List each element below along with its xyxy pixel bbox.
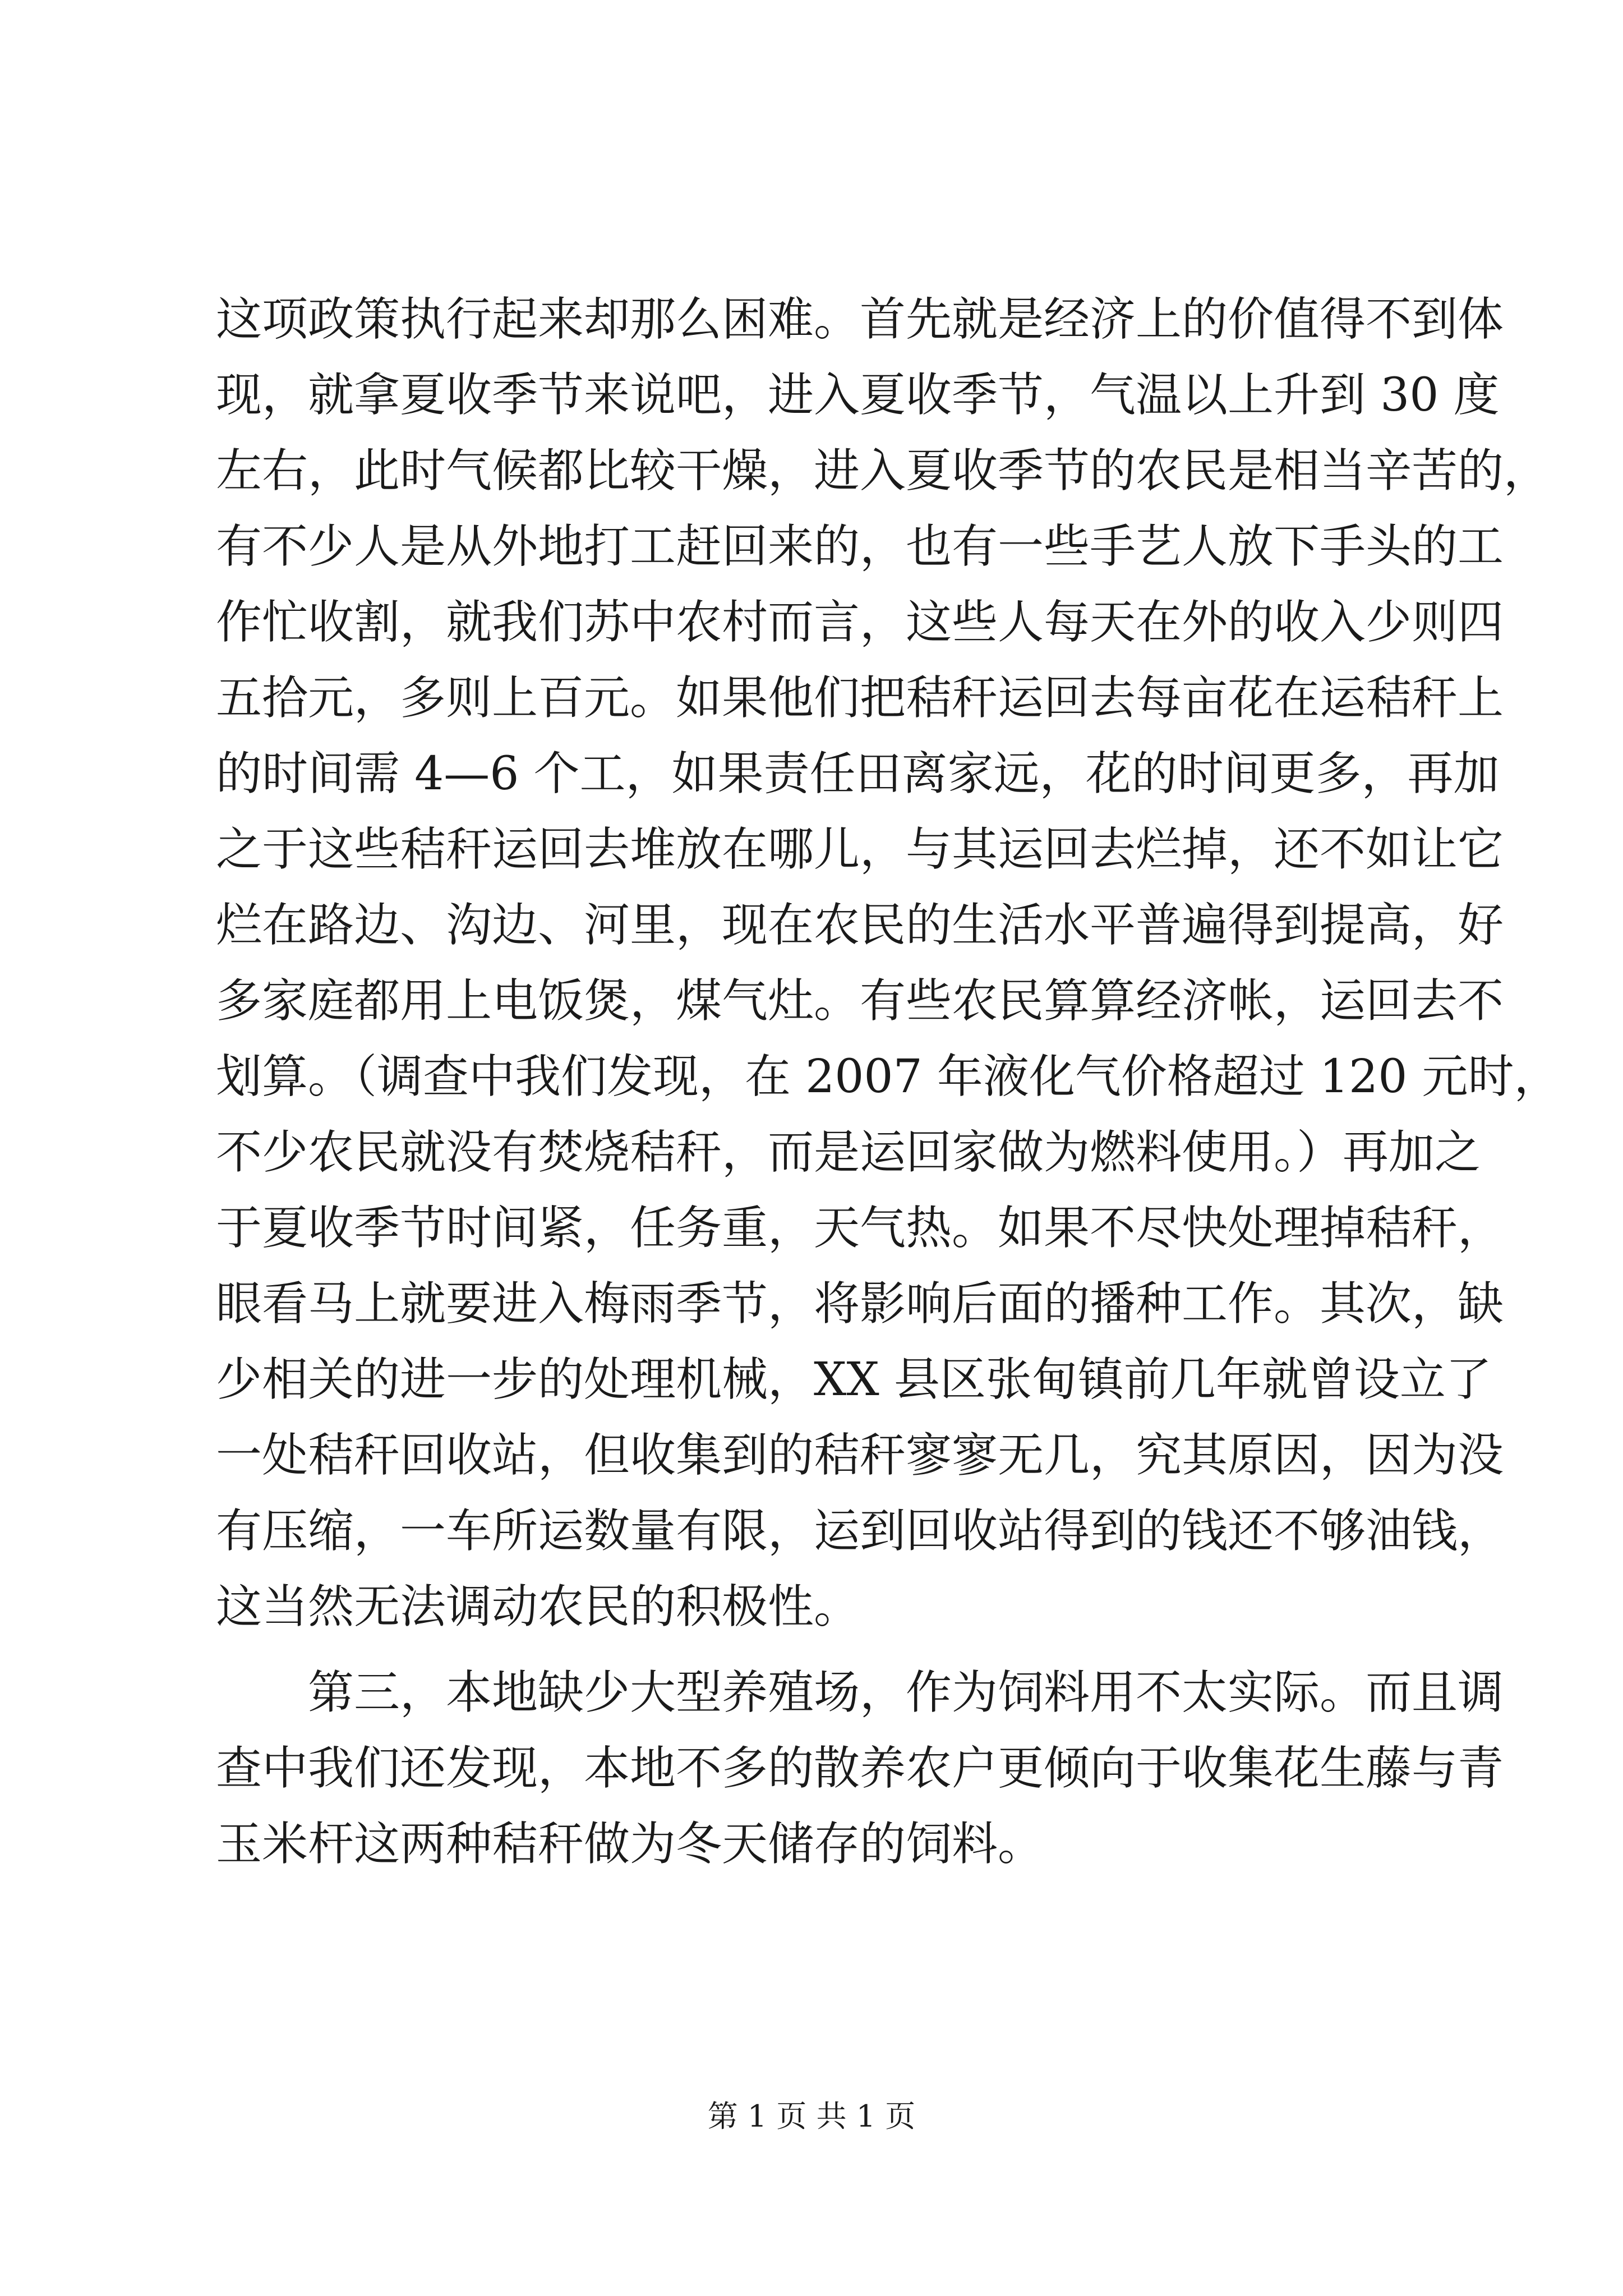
page-footer: 第 1 页 共 1 页: [707, 2099, 916, 2134]
text-line: 五拾元，多则上百元。如果他们把秸秆运回去每亩花在运秸秆上: [216, 671, 1504, 725]
text-line: 作忙收割，就我们苏中农村而言，这些人每天在外的收入少则四: [216, 596, 1504, 649]
paragraph-gap: [216, 1645, 1410, 1655]
document-body: [216, 282, 1560, 1882]
text-line: 眼看马上就要进入梅雨季节，将影响后面的播种工作。其次，缺: [216, 1277, 1504, 1331]
text-line: 第三，本地缺少大型养殖场，作为饲料用不太实际。而且调: [308, 1666, 1504, 1719]
text-line: 少相关的进一步的处理机械，XX 县区张甸镇前几年就曾设立了: [216, 1353, 1492, 1406]
text-line: 玉米杆这两种秸秆做为冬天储存的饲料。: [216, 1818, 1044, 1871]
text-line: 于夏收季节时间紧，任务重，天气热。如果不尽快处理掉秸秆，: [216, 1202, 1504, 1255]
text-line: 查中我们还发现，本地不多的散养农户更倾向于收集花生藤与青: [216, 1742, 1504, 1795]
text-line: 不少农民就没有焚烧秸秆，而是运回家做为燃料使用。）再加之: [216, 1126, 1481, 1179]
text-line: 有压缩，一车所运数量有限，运到回收站得到的钱还不够油钱，: [216, 1504, 1504, 1558]
text-line: 的时间需 4—6 个工，如果责任田离家远，花的时间更多，再加: [216, 747, 1500, 800]
text-line: 多家庭都用上电饭煲，煤气灶。有些农民算算经济帐，运回去不: [216, 974, 1504, 1028]
text-line: 这当然无法调动农民的积极性。: [216, 1580, 860, 1634]
text-line: 有不少人是从外地打工赶回来的，也有一些手艺人放下手头的工: [216, 520, 1504, 573]
text-line: 之于这些秸秆运回去堆放在哪儿，与其运回去烂掉，还不如让它: [216, 823, 1504, 876]
text-line: 烂在路边、沟边、河里，现在农民的生活水平普遍得到提高，好: [216, 899, 1504, 952]
text-line: 左右，此时气候都比较干燥，进入夏收季节的农民是相当辛苦的，: [216, 444, 1550, 498]
text-line: 划算。（调查中我们发现，在 2007 年液化气价格超过 120 元时，: [216, 1050, 1560, 1103]
text-line: 一处秸秆回收站，但收集到的秸秆寥寥无几，究其原因，因为没: [216, 1429, 1504, 1482]
text-line: 这项政策执行起来却那么困难。首先就是经济上的价值得不到体: [216, 293, 1504, 346]
text-line: 现，就拿夏收季节来说吧，进入夏收季节，气温以上升到 30 度: [216, 369, 1500, 422]
